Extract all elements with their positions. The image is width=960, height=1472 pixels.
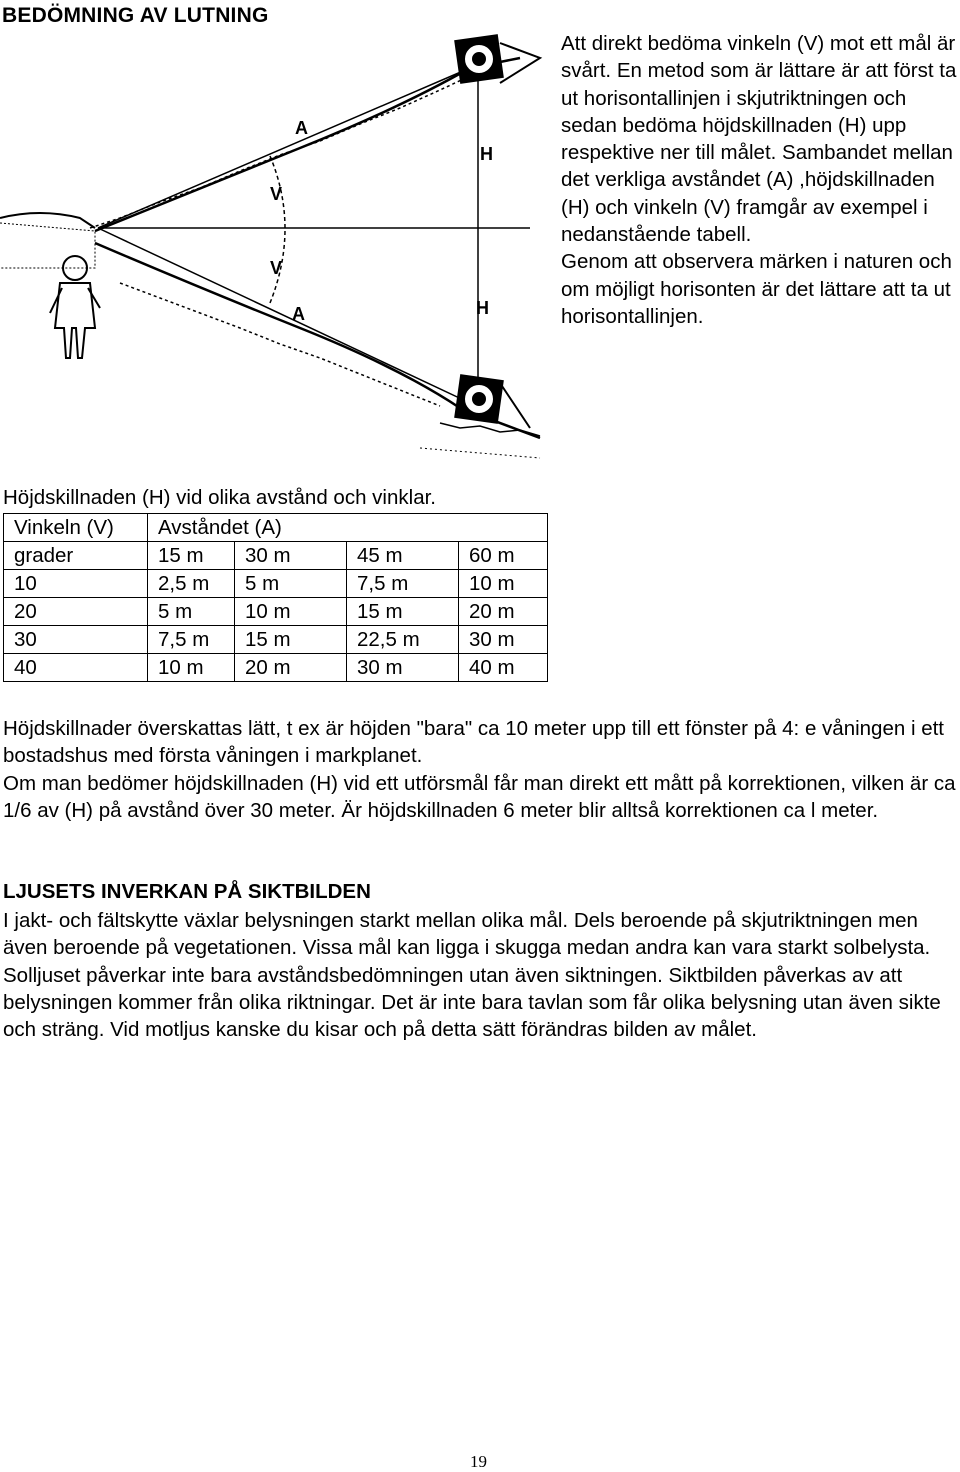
table-cell: 10 m — [459, 570, 548, 598]
height-difference-table — [3, 513, 548, 682]
lower-target — [455, 375, 530, 428]
table-cell: 20 m — [459, 598, 548, 626]
upper-slope-line — [95, 58, 520, 231]
label-h-lower: H — [476, 298, 489, 318]
table-cell: 5 m — [148, 598, 235, 626]
label-a-upper: A — [295, 118, 308, 138]
upper-target — [455, 35, 540, 83]
intro-paragraph-1: Att direkt bedöma vinkeln (V) mot ett mål är svårt. En metod som är lättare är att först ta ut horisontallinjen i skjutriktningen och sedan bedöma höjdskillnaden (H) upp respektive ner till målet. Sambandet mellan det verkliga avståndet (A) ,höjdskillnaden (H) och vinkeln (V) framgår av exempel i nedanstående tabell. — [561, 32, 957, 247]
body-paragraph-1: Höjdskillnader överskattas lätt, t ex är höjden "bara" ca 10 meter upp till ett fönster på 4: e våningen i ett bostadshus med första våningen i markplanet. — [3, 717, 944, 768]
label-v-lower: V — [270, 258, 283, 278]
table-cell: 20 m — [235, 654, 347, 682]
label-v-upper: V — [270, 184, 283, 204]
table-cell: 30 — [4, 626, 148, 654]
label-h-upper: H — [480, 144, 493, 164]
intro-text — [561, 30, 959, 330]
table-cell: 22,5 m — [347, 626, 459, 654]
table-row — [4, 626, 548, 654]
section-paragraph-1: I jakt- och fältskytte växlar belysningen starkt mellan olika mål. Dels beroende på skjutriktningen men även beroende på vegetationen. Vissa mål kan ligga i skugga medan andra kan vara starkt solbelysta. Solljuset påverkar inte bara avståndsbedömningen utan även siktningen. Siktbilden påverkas av att belysningen kommer från olika riktningar. Det är inte bara tavlan som får olika belysning utan även sikte och sträng. Vid motljus kanske du kisar och på detta sätt förändras bilden av målet. — [3, 909, 941, 1042]
table-cell: 45 m — [347, 542, 459, 570]
table-cell: 7,5 m — [148, 626, 235, 654]
body-paragraph-2: Om man bedömer höjdskillnaden (H) vid ett utförsmål får man direkt ett mått på korrektionen, vilken är ca 1/6 av (H) på avstånd över 30 meter. Är höjdskillnaden 6 meter blir alltså korrektionen ca l meter. — [3, 771, 956, 822]
body-text — [3, 715, 958, 824]
page-heading: BEDÖMNING AV LUTNING — [2, 4, 269, 27]
slope-diagram — [0, 28, 548, 460]
table-row — [4, 654, 548, 682]
table-cell: 40 — [4, 654, 148, 682]
angle-arc — [270, 156, 285, 303]
table-cell: grader — [4, 542, 148, 570]
section-text — [3, 907, 958, 1043]
table-cell: 30 m — [459, 626, 548, 654]
person-figure — [50, 256, 100, 358]
table-cell: 10 — [4, 570, 148, 598]
label-a-lower: A — [292, 304, 305, 324]
table-cell: 15 m — [148, 542, 235, 570]
table-header-row-1 — [4, 514, 548, 542]
table-cell: 15 m — [347, 598, 459, 626]
table-row — [4, 570, 548, 598]
table-header-angle: Vinkeln (V) — [4, 514, 148, 542]
table-cell: 20 — [4, 598, 148, 626]
table-cell: 30 m — [235, 542, 347, 570]
table-cell: 2,5 m — [148, 570, 235, 598]
table-cell: 15 m — [235, 626, 347, 654]
table-cell: 60 m — [459, 542, 548, 570]
table-cell: 10 m — [148, 654, 235, 682]
table-cell: 7,5 m — [347, 570, 459, 598]
intro-paragraph-2: Genom att observera märken i naturen och om möjligt horisonten är det lättare att ta ut horisontallinjen. — [561, 250, 952, 328]
table-cell: 30 m — [347, 654, 459, 682]
table-cell: 5 m — [235, 570, 347, 598]
table-header-row-2 — [4, 542, 548, 570]
page-number: 19 — [470, 1452, 487, 1471]
table-cell: 40 m — [459, 654, 548, 682]
table-row — [4, 598, 548, 626]
section-heading: LJUSETS INVERKAN PÅ SIKTBILDEN — [3, 880, 371, 903]
table-caption: Höjdskillnaden (H) vid olika avstånd och vinklar. — [3, 486, 436, 509]
table-cell: 10 m — [235, 598, 347, 626]
table-header-distance: Avståndet (A) — [148, 514, 548, 542]
